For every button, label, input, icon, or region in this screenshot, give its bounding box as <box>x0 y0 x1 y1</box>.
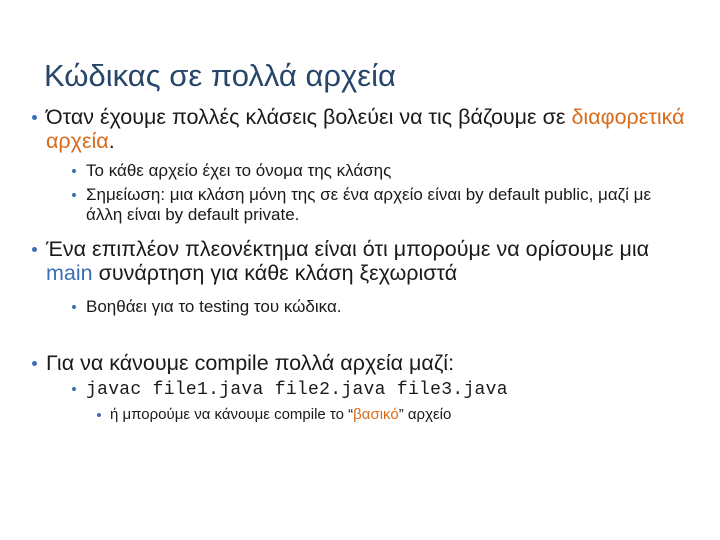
bullet-dot <box>72 387 76 391</box>
bullet-main-per-class <box>30 237 690 285</box>
bullet-compile-multiple <box>30 351 690 375</box>
bullet-separate-files <box>30 105 690 153</box>
sub-bullet-javac-command <box>30 379 690 400</box>
sub-bullet-note <box>30 185 690 225</box>
bullet-text: Για να κάνουμε compile πολλά αρχεία μαζί: <box>46 351 455 375</box>
slide-content <box>30 100 690 424</box>
highlight-basic: βασικό <box>353 406 399 423</box>
sub-bullet-testing <box>30 297 690 317</box>
bullet-dot <box>32 361 37 366</box>
bullet-text: Σημείωση: μια κλάση μόνη της σε ένα αρχείο είναι by default public, μαζί με άλλη είναι by default private. <box>86 185 652 224</box>
bullet-dot <box>32 247 37 252</box>
slide-title: Κώδικας σε πολλά αρχεία <box>44 58 396 93</box>
bullet-text: Βοηθάει για το testing του κώδικα. <box>86 297 342 316</box>
bullet-text-end: συνάρτηση για κάθε κλάση ξεχωριστά <box>92 261 458 285</box>
bullet-dot <box>72 169 76 173</box>
bullet-dot <box>72 305 76 309</box>
bullet-dot <box>72 193 76 197</box>
bullet-text: ή μπορούμε να κάνουμε compile το “ <box>110 406 354 423</box>
sub-sub-bullet-main-file <box>30 406 690 424</box>
highlight-main: main <box>46 261 93 285</box>
highlight-different-files: διαφορετικά αρχεία <box>46 105 685 153</box>
bullet-text-end: ” αρχείο <box>398 406 452 423</box>
bullet-text: Όταν έχουμε πολλές κλάσεις βολεύει να τις βάζουμε σε <box>46 105 572 129</box>
sub-bullet-file-name <box>30 161 690 181</box>
bullet-text: Ένα επιπλέον πλεονέκτημα είναι ότι μπορούμε να ορίσουμε μια <box>46 237 656 261</box>
code-javac-command: javac file1.java file2.java file3.java <box>86 380 508 400</box>
bullet-dot <box>97 413 101 417</box>
bullet-text-end: . <box>108 129 115 153</box>
bullet-text: Το κάθε αρχείο έχει το όνομα της κλάσης <box>86 161 392 180</box>
bullet-dot <box>32 115 37 120</box>
